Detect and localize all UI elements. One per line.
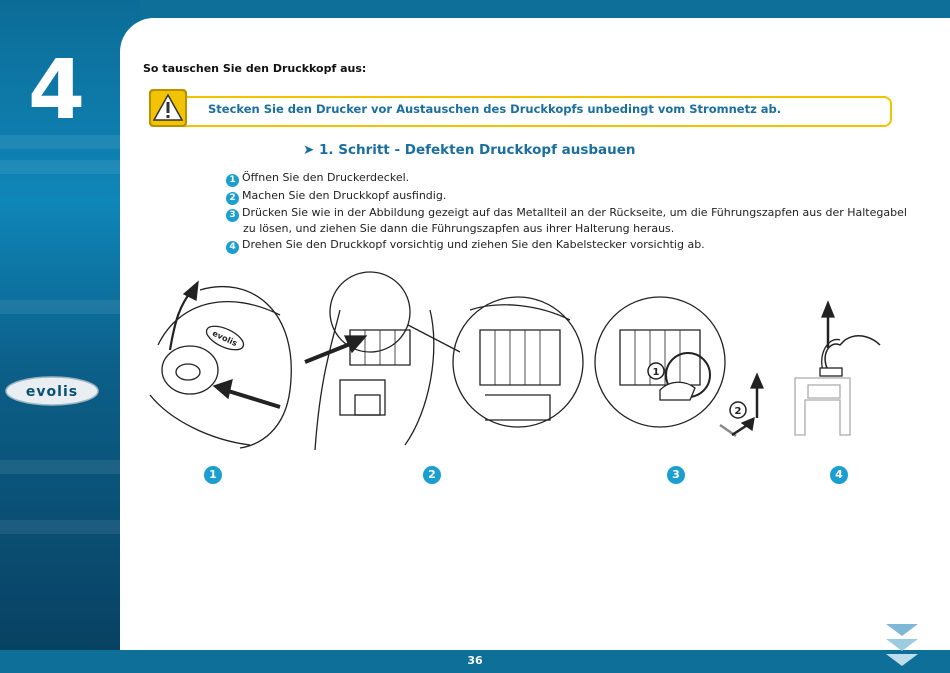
sidebar-decor	[0, 520, 140, 534]
evolis-logo	[4, 375, 100, 407]
instruction-text: Drücken Sie wie in der Abbildung gezeigt auf das Metallteil an der Rückseite, um die Führungszapfen aus der Haltegabel	[242, 206, 907, 219]
evolis-logo-text: evolis	[25, 384, 79, 400]
figure-label-2: 2	[423, 466, 441, 484]
printhead-removal-illustrations	[140, 270, 890, 450]
instruction-text: Drehen Sie den Druckkopf vorsichtig und ziehen Sie den Kabelstecker vorsichtig ab.	[242, 238, 705, 251]
sidebar-decor	[0, 460, 140, 474]
instruction-1	[226, 171, 409, 187]
step-number-badge: 3	[226, 209, 239, 222]
figure-1-open-cover	[150, 282, 291, 448]
step-number-badge: 4	[226, 241, 239, 254]
figure-3-release-pins	[595, 297, 763, 436]
warning-text: Stecken Sie den Drucker vor Austauschen des Druckkopfs unbedingt vom Stromnetz ab.	[208, 102, 782, 116]
warning-triangle-icon	[148, 88, 188, 128]
figure-label-1: 1	[204, 466, 222, 484]
step-title: ➤ 1. Schritt - Defekten Druckkopf ausbauen	[303, 142, 636, 158]
figure-2-zoom-detail	[453, 297, 583, 427]
step-number-badge: 1	[226, 174, 239, 187]
sidebar-decor	[0, 160, 140, 174]
sidebar-decor	[0, 300, 140, 314]
chapter-number: 4	[28, 43, 86, 138]
instruction-text-continued: zu lösen, und ziehen Sie dann die Führungszapfen aus ihrer Halterung heraus.	[243, 222, 675, 235]
figure-label-3: 3	[667, 466, 685, 484]
figure-4-disconnect-cable	[795, 302, 880, 435]
inset-label-2: 2	[734, 406, 742, 417]
instruction-text: Machen Sie den Druckkopf ausfindig.	[242, 189, 447, 202]
page-number: 36	[467, 654, 483, 667]
cover-logo-text: evolis	[210, 328, 239, 349]
instruction-3	[226, 206, 907, 236]
instruction-2	[226, 189, 446, 205]
instruction-text: Öffnen Sie den Druckerdeckel.	[242, 171, 410, 184]
figure-2-printhead-location	[305, 272, 460, 450]
next-page-chevron-icon[interactable]	[884, 622, 920, 670]
figure-label-4: 4	[830, 466, 848, 484]
intro-heading: So tauschen Sie den Druckkopf aus:	[143, 62, 367, 75]
inset-label-1: 1	[652, 367, 660, 378]
step-number-badge: 2	[226, 192, 239, 205]
instruction-4	[226, 238, 705, 254]
